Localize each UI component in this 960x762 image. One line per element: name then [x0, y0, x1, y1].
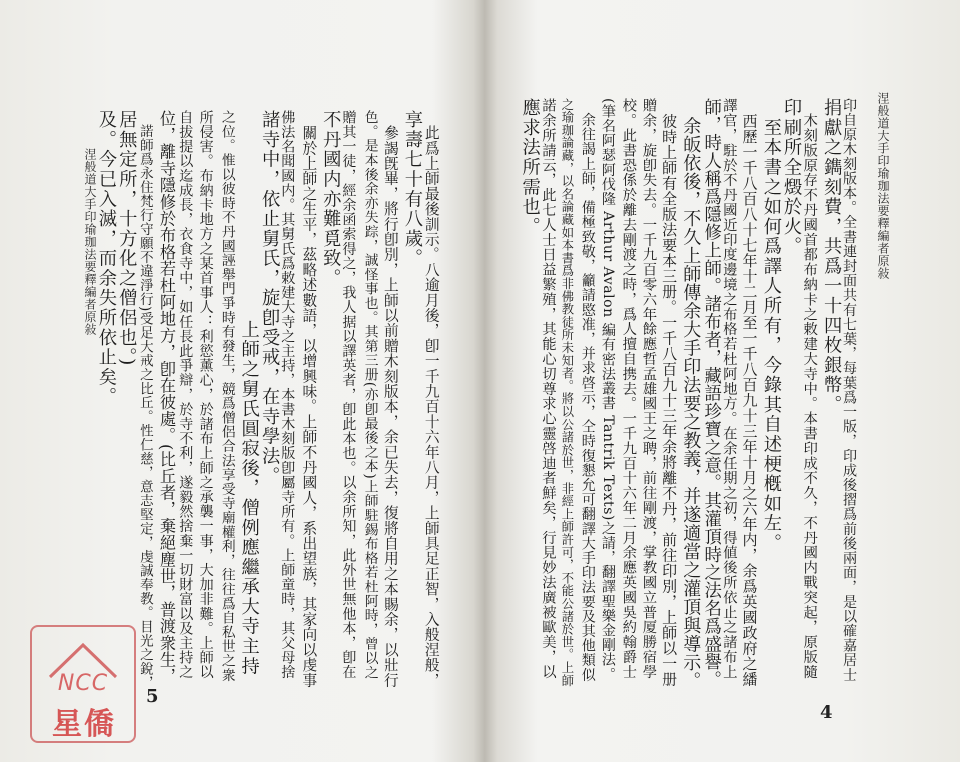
- text-column: 捐獻之鐫刻費，共爲一十四枚銀幣。: [821, 98, 843, 415]
- text-column: 上師之舅氏圓寂後，僧例應繼承大寺主持: [238, 300, 260, 677]
- text-column: 至本書之如何爲譯人所有，今錄其自述梗槪如左。: [760, 98, 782, 554]
- text-column: 余皈依後，不久上師傳余大手印法要之教義，并遂適當之灌頂與導示。: [680, 98, 702, 690]
- text-column: 之位。惟以彼時不丹國誣舉門爭時有發生，競爲僧侶合法享受寺廟權利，往往爲自私世之衆: [218, 110, 235, 682]
- text-column: 居無定所，十方化之僧侶也。): [116, 110, 138, 367]
- text-column: 余往謁上師，備極致敬，籲請愍准，并求啓示，仝時復懇允可翻譯大手印法要及其他類似: [579, 98, 596, 682]
- text-column: 之瑜珈論藏，以名論藏如本書爲非佛教徒所未知者。將以公諸於世，非經上師許可，不能公諸於世。上師: [559, 98, 574, 687]
- text-column: 贈余，旋卽失去。一千九百零六年餘應哲孟雄國王之聘，前往剛渡，掌教國立普厦勝宿學: [640, 98, 657, 680]
- text-column: 彼時上師有全版法要本三册。一千八百九十三年余將離不丹，前往印別，上師以一册: [660, 98, 679, 687]
- text-column: 校。此書恐係於離去剛渡之時，爲人擅自携去。一千九百十六年二月余應英國吳約翰爵士: [620, 98, 637, 680]
- text-column: (筆名阿瑟阿伐隆 Arthur Avalon 編有密法叢書 Tantrik Texts)之請，翻譯聖樂金剛法。: [599, 98, 616, 682]
- text-column: 贈其一徒，經余函索得之，我人据以譯英者，卽此本也。以余所知，此外世無他本，卽在: [340, 110, 357, 680]
- text-column: 木刻版原存不丹國首都布納卡之敕建大寺中。本書印成不久，不丹國内戰突起，原版隨: [801, 98, 818, 680]
- text-column: 及。今已入滅，而余失所依止矣。: [95, 110, 117, 407]
- right-page-number: 4: [820, 702, 833, 723]
- text-column: 佛法名聞國内。其舅氏爲敕建大寺之主持，本書木刻版卽屬寺所有。上師童時，其父母捨: [279, 110, 296, 680]
- text-column: 師，時人稱爲隱修上師。諸布者，藏語珍寶之意。其灌頂時之法名爲盛譽。: [700, 98, 721, 689]
- text-column: 自拔提以迄成長，衣食寺中，如任長此爭辯，於寺不利，遂毅然捨棄一切財富以及主持之: [177, 110, 194, 680]
- text-column: 諾余所請云，此七人士日益繁殖，其能心切尊求心靈啓迪者鮮矣，行見妙法廣被歐美，以: [539, 98, 556, 680]
- text-column: 此爲上師最後訓示。八逾月後，卽一千九百十六年八月，上師具足正智，入般涅般，: [422, 110, 440, 688]
- text-column: 印自原木刻版本。全書連封面共有七葉，每葉爲一版，印成後摺爲前後兩面，是以確嘉居士: [841, 98, 858, 682]
- text-column: 應求法所需也。: [519, 98, 541, 237]
- stamp-latin-text: NCC: [57, 671, 109, 696]
- text-column: 譯官，駐於不丹國近印度邊境之布格若杜阿地方。在余任期之初，得値後所依止之諸布上: [720, 98, 737, 680]
- right-page: [490, 0, 960, 762]
- stamp-chinese-text: 星僑: [52, 707, 116, 742]
- text-column: 不丹國内亦難覓致。: [320, 110, 342, 289]
- text-column: 所侵害。布納卡地方之某首事人：利慾薰心，於諸布上師之承襲一事，大加非難。上師以: [197, 110, 214, 680]
- text-column: 享壽七十有八歲。: [401, 110, 423, 269]
- text-column: 色。是本後余亦失踪，誠怪事也。其第三册(亦卽最後之本)上師駐錫布格若杜阿時，曾以之: [361, 110, 378, 680]
- left-running-head: 涅般道大手印瑜珈法要釋編者原敍: [83, 148, 97, 336]
- ncc-watermark-stamp: [30, 625, 136, 743]
- text-column: 印刷所全燬於火。: [780, 98, 802, 257]
- text-column: 諸寺中，依止舅氏，旋卽受戒，在寺學法。: [259, 110, 281, 487]
- text-column: 諾師爲永住梵行守願不違淨行)受足大戒之比丘。性仁慈，意志堅定，虔誠奉教。目光之銳，: [136, 110, 153, 690]
- text-column: 關於上師之生平，茲略述數語，以增興味。上師不丹國人，系出望族，其家向以虔事: [300, 110, 318, 688]
- text-column: 參謁旣畢，將行卽別，上師以前贈木刻版本，余已失去，復將自用之本賜余，以壯行: [381, 110, 399, 688]
- text-column: 西歷一千八百八十七年十二月至一千八百九十三年十月之六年内，余爲英國政府之繙: [740, 98, 759, 687]
- text-column: 位，離寺隱修於布格若杜阿地方，卽在彼處。(比丘者，棄絕塵世，普渡衆生，: [157, 110, 176, 685]
- left-page-number: 5: [146, 686, 159, 707]
- right-running-head: 涅般道大手印瑜珈法要釋編者原敍: [876, 92, 890, 280]
